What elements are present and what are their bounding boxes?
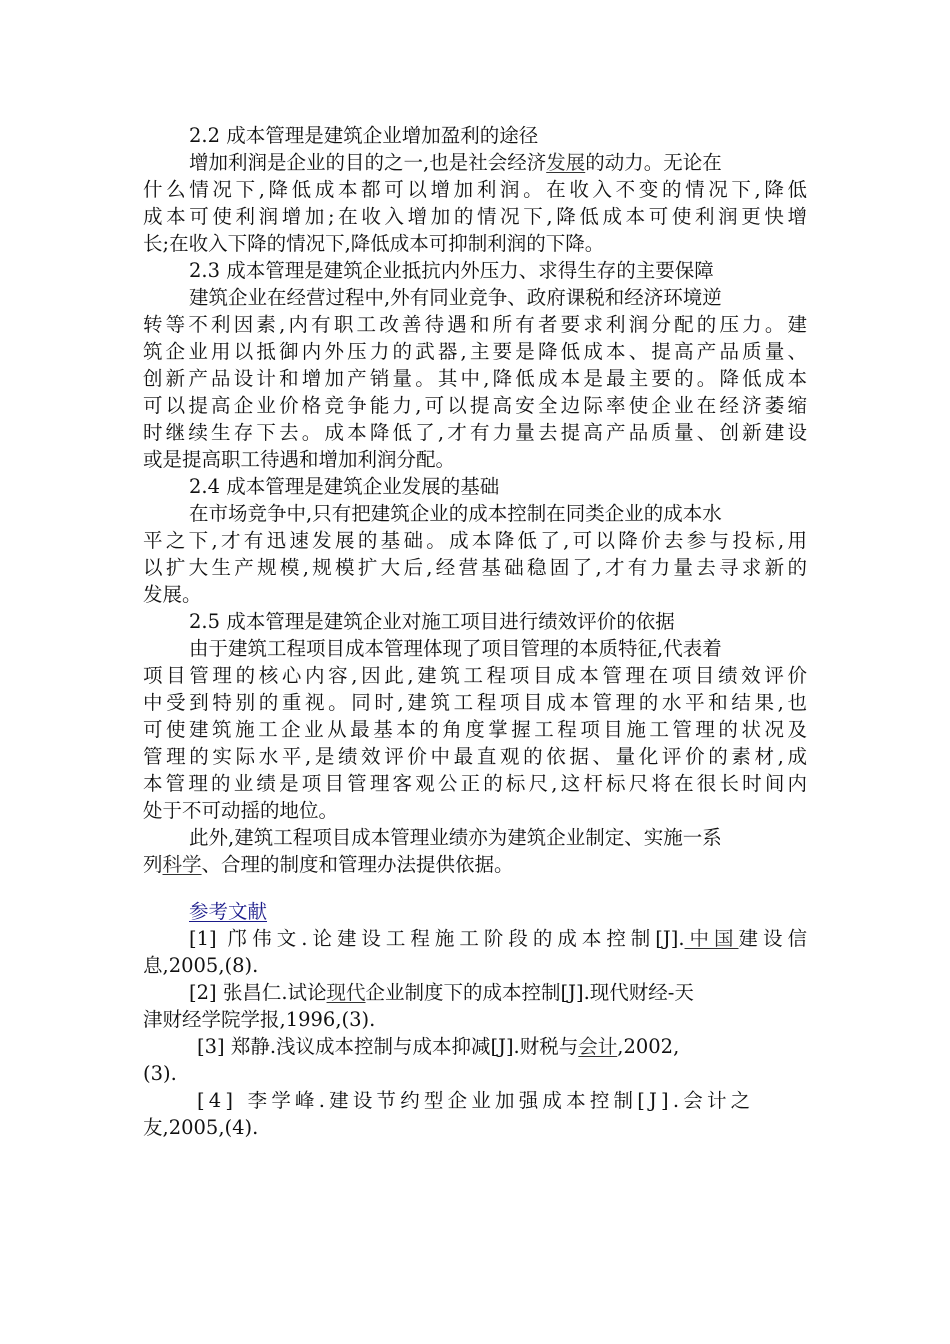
- paragraph-line: 管理的实际水平,是绩效评价中最直观的依据、量化评价的素材,成: [143, 745, 807, 768]
- section-heading-2-2: 2.2 成本管理是建筑企业增加盈利的途径: [189, 124, 539, 147]
- paragraph-line: 增加利润是企业的目的之一,也是社会经济发展的动力。无论在: [189, 151, 722, 174]
- paragraph-line: 或是提高职工待遇和增加利润分配。: [143, 448, 456, 471]
- reference-3: [3] 郑静.浅议成本控制与成本抑减[J].财税与会计,2002,: [197, 1035, 680, 1058]
- paragraph-line: 此外,建筑工程项目成本管理业绩亦为建筑企业制定、实施一系: [189, 826, 722, 849]
- references-heading-link[interactable]: 参考文献: [189, 900, 268, 923]
- link-fazhan[interactable]: 发展: [546, 151, 586, 174]
- paragraph-line: 时继续生存下去。成本降低了,才有力量去提高产品质量、创新建设: [143, 421, 807, 444]
- paragraph-line: 建筑企业在经营过程中,外有同业竞争、政府课税和经济环境逆: [189, 286, 722, 309]
- reference-1: [1] 邝伟文.论建设工程施工阶段的成本控制[J].中国建设信: [189, 927, 807, 950]
- paragraph-line: 发展。: [143, 583, 202, 606]
- paragraph-line: 什么情况下,降低成本都可以增加利润。在收入不变的情况下,降低: [143, 178, 807, 201]
- paragraph-line: 可以提高企业价格竞争能力,可以提高安全边际率使企业在经济萎缩: [143, 394, 807, 417]
- reference-2-cont: 津财经学院学报,1996,(3).: [143, 1008, 376, 1031]
- link-kexue[interactable]: 科学: [162, 853, 202, 876]
- paragraph-line: 在市场竞争中,只有把建筑企业的成本控制在同类企业的成本水: [189, 502, 722, 525]
- reference-4-cont: 友,2005,(4).: [143, 1116, 259, 1139]
- paragraph-line: 处于不可动摇的地位。: [143, 799, 339, 822]
- paragraph-line: 筑企业用以抵御内外压力的武器,主要是降低成本、提高产品质量、: [143, 340, 807, 363]
- reference-1-cont: 息,2005,(8).: [143, 954, 259, 977]
- paragraph-line: 平之下,才有迅速发展的基础。成本降低了,可以降价去参与投标,用: [143, 529, 807, 552]
- paragraph-line: 创新产品设计和增加产销量。其中,降低成本是最主要的。降低成本: [143, 367, 807, 390]
- paragraph-line: 由于建筑工程项目成本管理体现了项目管理的本质特征,代表着: [189, 637, 722, 660]
- paragraph-line: 长;在收入下降的情况下,降低成本可抑制利润的下降。: [143, 232, 605, 255]
- paragraph-line: 成本可使利润增加;在收入增加的情况下,降低成本可使利润更快增: [143, 205, 807, 228]
- link-kuaiji[interactable]: 会计: [578, 1035, 618, 1058]
- paragraph-line: 可使建筑施工企业从最基本的角度掌握工程项目施工管理的状况及: [143, 718, 807, 741]
- reference-4: [4] 李学峰.建设节约型企业加强成本控制[J].会计之: [197, 1089, 755, 1112]
- paragraph-line: 转等不利因素,内有职工改善待遇和所有者要求利润分配的压力。建: [143, 313, 807, 336]
- section-heading-2-3: 2.3 成本管理是建筑企业抵抗内外压力、求得生存的主要保障: [189, 259, 714, 282]
- spacer: [143, 878, 807, 898]
- document-page: [143, 122, 807, 1141]
- section-heading-2-4: 2.4 成本管理是建筑企业发展的基础: [189, 475, 500, 498]
- link-xiandai[interactable]: 现代: [326, 981, 366, 1004]
- paragraph-line: 列科学、合理的制度和管理办法提供依据。: [143, 853, 514, 876]
- reference-3-cont: (3).: [143, 1062, 177, 1085]
- paragraph-line: 项目管理的核心内容,因此,建筑工程项目成本管理在项目绩效评价: [143, 664, 807, 687]
- paragraph-line: 以扩大生产规模,规模扩大后,经营基础稳固了,才有力量去寻求新的: [143, 556, 807, 579]
- reference-2: [2] 张昌仁.试论现代企业制度下的成本控制[J].现代财经-天: [189, 981, 694, 1004]
- section-heading-2-5: 2.5 成本管理是建筑企业对施工项目进行绩效评价的依据: [189, 610, 675, 633]
- paragraph-line: 本管理的业绩是项目管理客观公正的标尺,这杆标尺将在很长时间内: [143, 772, 807, 795]
- link-zhongguo[interactable]: 中国: [684, 927, 739, 950]
- paragraph-line: 中受到特别的重视。同时,建筑工程项目成本管理的水平和结果,也: [143, 691, 807, 714]
